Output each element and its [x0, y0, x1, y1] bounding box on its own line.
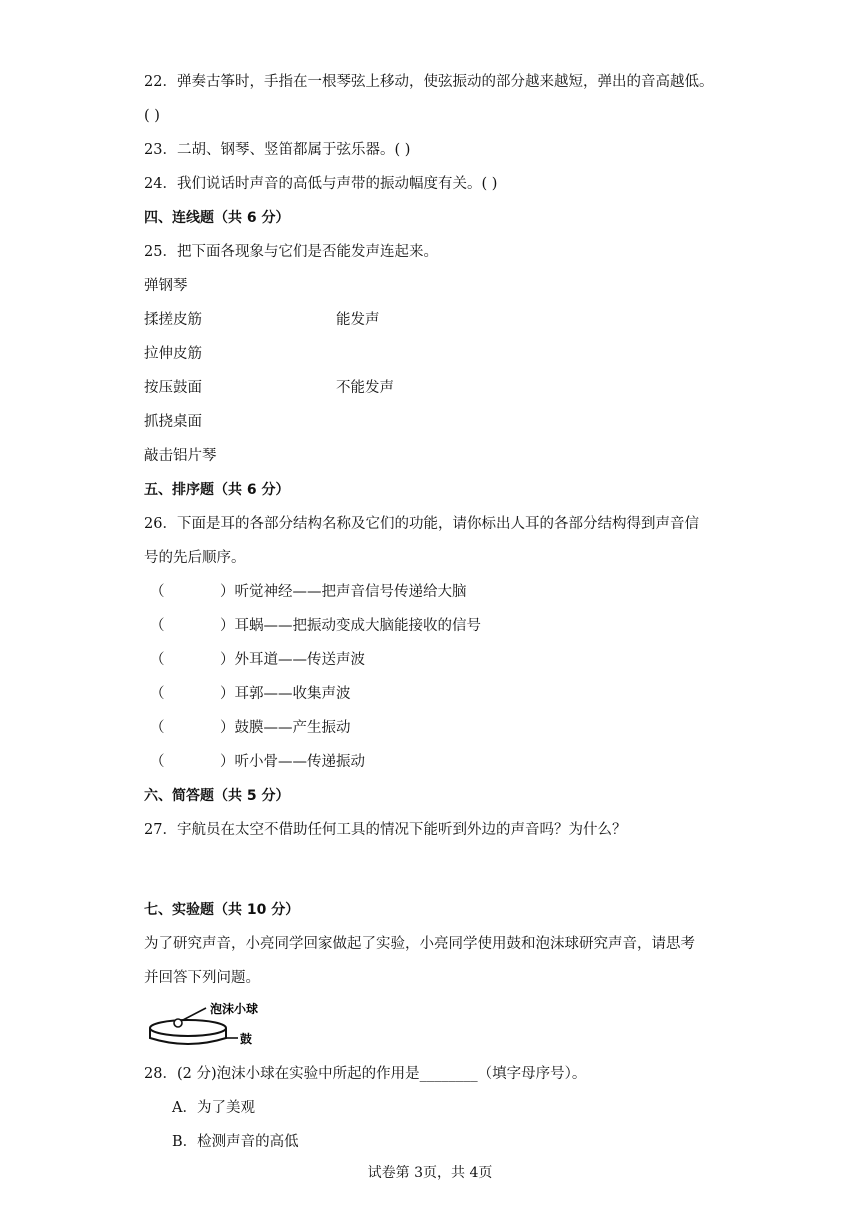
drum-ball-figure [148, 998, 278, 1056]
sequence-item: （ ）鼓膜——产生振动 [150, 720, 351, 736]
option-b: B．检测声音的高低 [172, 1134, 299, 1150]
match-left-item: 敲击铝片琴 [144, 448, 217, 464]
option-a: A．为了美观 [172, 1100, 255, 1116]
section-7-heading: 七、实验题（共 10 分） [144, 902, 300, 918]
question-22-answer-blank: ( ) [144, 108, 160, 124]
ball-pointer-line [181, 1008, 206, 1021]
match-right-item: 能发声 [336, 312, 380, 328]
sequence-item: （ ）耳蜗——把振动变成大脑能接收的信号 [150, 618, 481, 634]
question-28-text: 28．(2 分)泡沫小球在实验中所起的作用是________（填字母序号）。 [144, 1066, 587, 1082]
sequence-item: （ ）听觉神经——把声音信号传递给大脑 [150, 584, 467, 600]
question-26-text-cont: 号的先后顺序。 [144, 550, 246, 566]
match-left-item: 按压鼓面 [144, 380, 202, 396]
match-left-item: 抓挠桌面 [144, 414, 202, 430]
question-26-text: 26．下面是耳的各部分结构名称及它们的功能，请你标出人耳的各部分结构得到声音信 [144, 516, 699, 532]
match-left-item: 揉搓皮筋 [144, 312, 202, 328]
question-22-text: 22．弹奏古筝时，手指在一根琴弦上移动，使弦振动的部分越来越短，弹出的音高越低。 [144, 74, 714, 90]
drum-top [150, 1020, 226, 1036]
question-24-text: 24．我们说话时声音的高低与声带的振动幅度有关。( ) [144, 176, 498, 192]
question-27-text: 27．宇航员在太空不借助任何工具的情况下能听到外边的声音吗？为什么？ [144, 822, 627, 838]
sequence-item: （ ）听小骨——传递振动 [150, 754, 365, 770]
section-4-heading: 四、连线题（共 6 分） [144, 210, 290, 226]
match-left-item: 弹钢琴 [144, 278, 188, 294]
foam-ball [174, 1019, 182, 1027]
question-23-text: 23．二胡、钢琴、竖笛都属于弦乐器。( ) [144, 142, 411, 158]
experiment-intro-cont: 并回答下列问题。 [144, 970, 260, 986]
label-drum: 鼓 [240, 1032, 253, 1046]
sequence-item: （ ）耳郭——收集声波 [150, 686, 351, 702]
experiment-intro: 为了研究声音，小亮同学回家做起了实验，小亮同学使用鼓和泡沫球研究声音，请思考 [144, 936, 695, 952]
drum-figure-svg [148, 998, 278, 1052]
match-right-item: 不能发声 [336, 380, 394, 396]
match-left-item: 拉伸皮筋 [144, 346, 202, 362]
section-6-heading: 六、简答题（共 5 分） [144, 788, 290, 804]
sequence-item: （ ）外耳道——传送声波 [150, 652, 365, 668]
label-foam-ball: 泡沫小球 [210, 1002, 259, 1016]
section-5-heading: 五、排序题（共 6 分） [144, 482, 290, 498]
question-25-text: 25．把下面各现象与它们是否能发声连起来。 [144, 244, 438, 260]
page-footer: 试卷第 3页，共 4页 [367, 1165, 493, 1181]
